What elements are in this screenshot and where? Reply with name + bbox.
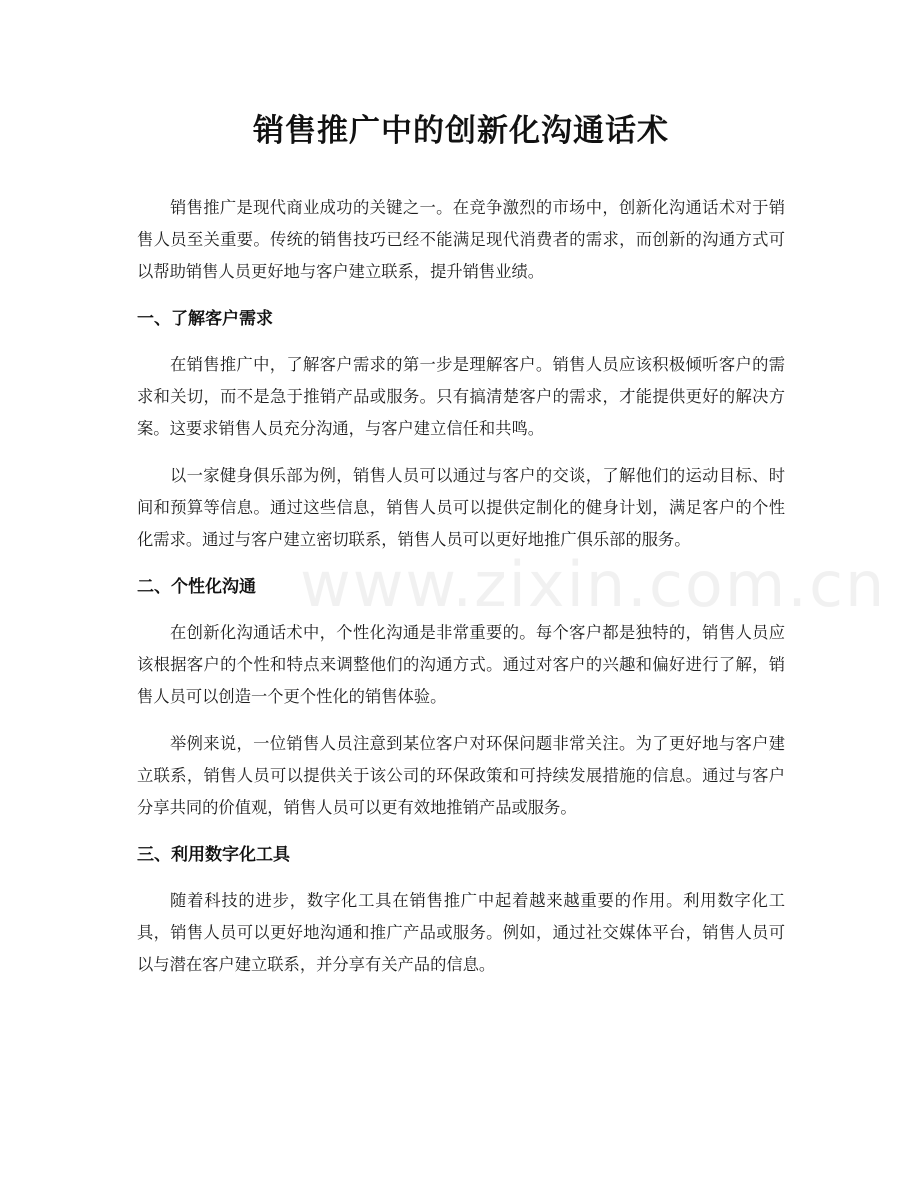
intro-paragraph: 销售推广是现代商业成功的关键之一。在竞争激烈的市场中，创新化沟通话术对于销售人员至关重要。传统的销售技巧已经不能满足现代消费者的需求，而创新的沟通方式可以帮助销售人员更好地与客户建立联系，提升销售业绩。: [137, 198, 785, 281]
section-digital-tools: [137, 839, 785, 981]
section-paragraph: 在创新化沟通话术中，个性化沟通是非常重要的。每个客户都是独特的，销售人员应该根据客户的个性和特点来调整他们的沟通方式。通过对客户的兴趣和偏好进行了解，销售人员可以创造一个更个性化的销售体验。: [137, 623, 785, 706]
section-heading: 二、个性化沟通: [137, 577, 256, 597]
section-paragraph: 以一家健身俱乐部为例，销售人员可以通过与客户的交谈，了解他们的运动目标、时间和预算等信息。通过这些信息，销售人员可以提供定制化的健身计划，满足客户的个性化需求。通过与客户建立密切联系，销售人员可以更好地推广俱乐部的服务。: [137, 466, 785, 549]
document-title: 销售推广中的创新化沟通话术: [253, 113, 669, 149]
section-heading: 一、了解客户需求: [137, 309, 273, 329]
watermark-text: www.zixin.com.cn: [300, 548, 887, 621]
section-heading: 三、利用数字化工具: [137, 845, 290, 865]
section-paragraph: 在销售推广中，了解客户需求的第一步是理解客户。销售人员应该积极倾听客户的需求和关切，而不是急于推销产品或服务。只有搞清楚客户的需求，才能提供更好的解决方案。这要求销售人员充分沟通，与客户建立信任和共鸣。: [137, 355, 785, 438]
section-paragraph: 随着科技的进步，数字化工具在销售推广中起着越来越重要的作用。利用数字化工具，销售人员可以更好地沟通和推广产品或服务。例如，通过社交媒体平台，销售人员可以与潜在客户建立联系，并分享有关产品的信息。: [137, 891, 785, 974]
section-understand-needs: [137, 303, 785, 556]
section-personalized-communication: [137, 571, 785, 824]
section-paragraph: 举例来说，一位销售人员注意到某位客户对环保问题非常关注。为了更好地与客户建立联系，销售人员可以提供关于该公司的环保政策和可持续发展措施的信息。通过与客户分享共同的价值观，销售人员可以更有效地推销产品或服务。: [137, 734, 785, 817]
